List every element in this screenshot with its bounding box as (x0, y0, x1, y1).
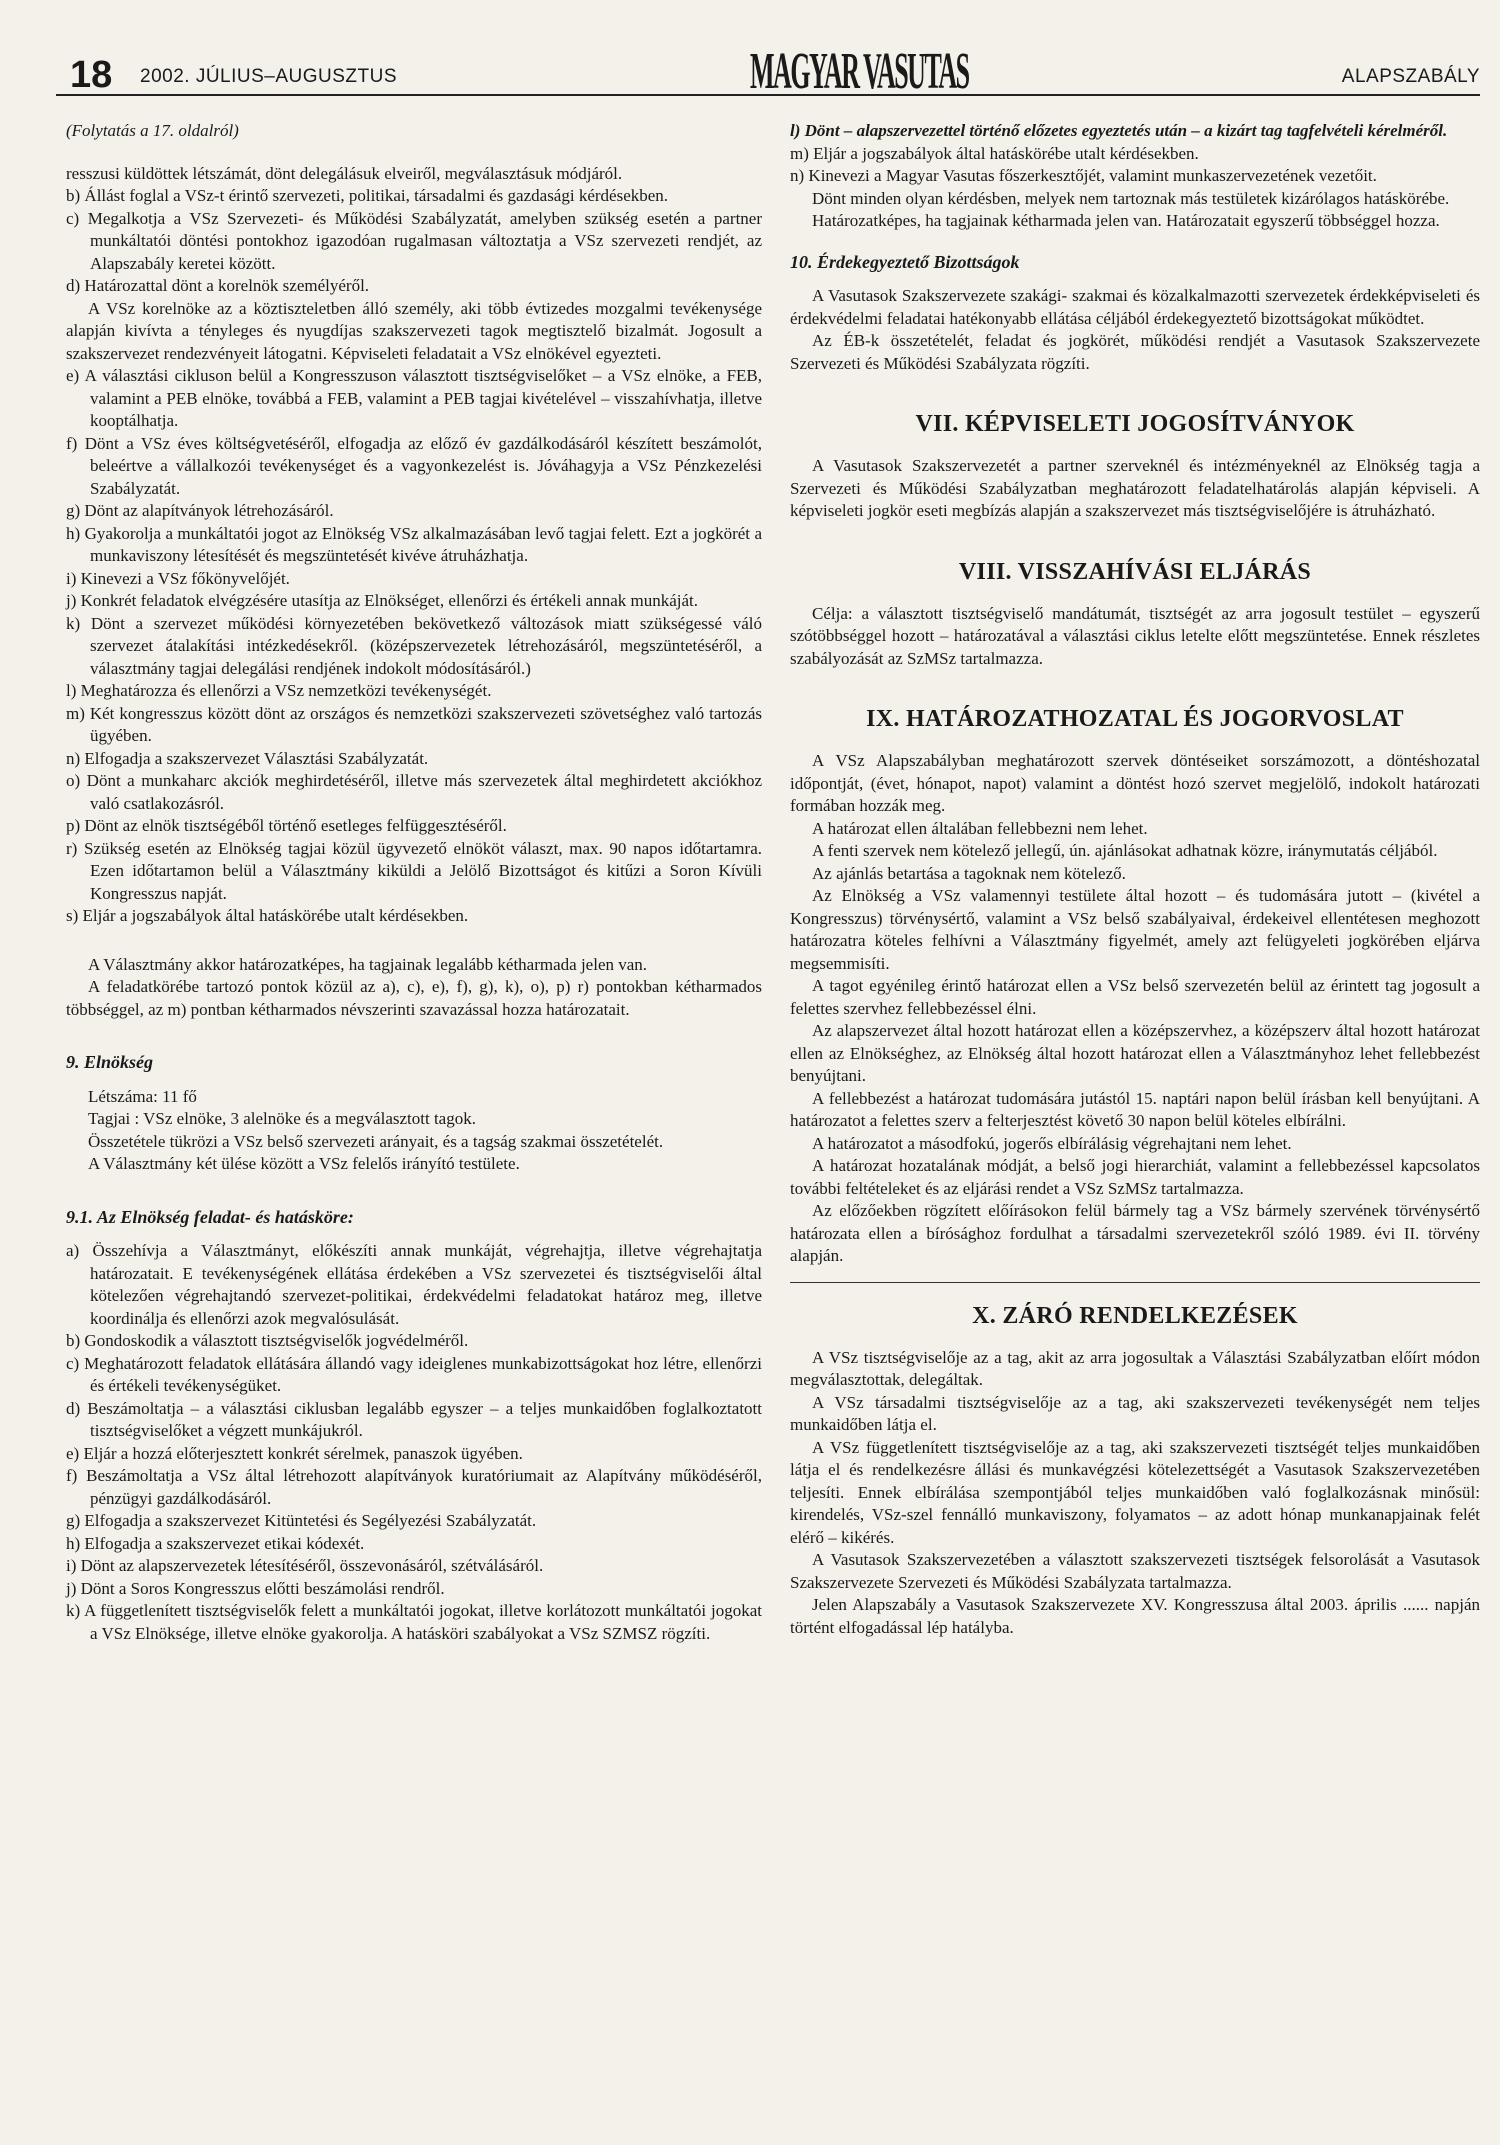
section-ix-paragraph: A tagot egyénileg érintő határozat ellen a VSz belső szervezetén belül az érintett tag jogosult a felettes szervhez fellebbezéssel élni. (790, 976, 1480, 1018)
list-item: h) Elfogadja a szakszervezet etikai kódexét. (66, 1533, 365, 1553)
list-item: c) Megalkotja a VSz Szervezeti- és Működési Szabályzatát, amelyben szükség esetén a partner munkáltatói döntési pontokhoz igazodóan rugalmasan változtatja a VSz szervezeti rendjét, az Alapszabály keretei között. (66, 208, 762, 273)
list-item: b) Állást foglal a VSz-t érintő szervezeti, politikai, társadalmi és gazdasági kérdésekben. (66, 186, 669, 205)
section-heading-vii: VII. KÉPVISELETI JOGOSÍTVÁNYOK (915, 411, 1355, 437)
section-x-paragraph: A VSz függetlenített tisztségviselője az a tag, aki szakszervezeti tisztségét teljes munkaidőben látja el és rendelkezésre állási és munkavégzési kötelezettségét a Vasutasok Szakszervezetében teljesíti. Ennek elbírálása szempontjából teljes munkaidőben való foglalkozásnak minősül: kirendelés, VSz-szel fennálló munkaviszony, folyamatos – az adott hónap munkanapjainak felét elérő – kikérés. (790, 1437, 1480, 1547)
list-item: b) Gondoskodik a választott tisztségviselők jogvédelméről. (66, 1331, 469, 1350)
paragraph: Dönt minden olyan kérdésben, melyek nem tartoznak más testületek kizárólagos hatáskörébe. (812, 188, 1450, 208)
list-item: i) Dönt az alapszervezetek létesítéséről, összevonásáról, szétválásáról. (66, 1556, 544, 1575)
list-item: f) Dönt a VSz éves költségvetéséről, elfogadja az előző év gazdálkodásáról készített beszámolót, beleértve a vállalkozói tevékenységet és a vagyonkezelést is. Jóváhagyja a VSz Pénzkezelési Szabályzatát. (66, 433, 762, 498)
left-column (66, 120, 762, 1645)
korelnok-paragraph: A VSz korelnöke az a köztiszteletben álló személy, aki több évtizedes mozgalmi tevékenysége alapján kivívta a tényleges és nyugdíjas szakszervezeti tagok megtisztelő bizalmát. Jogosult a szakszervezet rendezvényeit látogatni. Képviseleti feladatait a VSz elnökével egyezteti. (66, 298, 762, 363)
list-item: f) Beszámoltatja a VSz által létrehozott alapítványok kuratóriumait az Alapítvány működéséről, pénzügyi gazdálkodásáról. (66, 1466, 762, 1508)
section-ix-paragraph: A határozatot a másodfokú, jogerős elbírálásig végrehajtani nem lehet. (812, 1133, 1292, 1153)
elnokseg-heading: 9. Elnökség (66, 1052, 154, 1072)
section-ix-paragraph: Az Elnökség a VSz valamennyi testülete által hozott – és tudomására jutott – (kivétel a Kongresszus) törvénysértő, valamint a VSz belső szabályaival, érdekeivel ellentétesen meghozott határozatra köteles felhívni a Választmány figyelmét, amely azt felügyeleti jogkörében eljárva megsemmisíti. (790, 886, 1480, 973)
section-ix-paragraph: A határozat hozatalának módját, a belső jogi hierarchiát, valamint a fellebbezéssel kapcsolatos további feltételeket és az eljárási rendet a VSz SzMSz tartalmazza. (790, 1156, 1480, 1198)
section-name: ALAPSZABÁLY (1341, 66, 1480, 87)
section-ix-paragraph: A fenti szervek nem kötelező jellegű, ún. ajánlásokat adhatnak közre, iránymutatás céljából. (812, 841, 1438, 860)
section-x-paragraph: A VSz társadalmi tisztségviselője az a tag, aki szakszervezeti tevékenységét nem teljes munkaidőben látja el. (790, 1392, 1480, 1434)
elnokseg-paragraph: Összetétele tükrözi a VSz belső szervezeti arányait, és a tagság szakmai összetételét. (88, 1131, 664, 1151)
section-ix-paragraph: A határozat ellen általában fellebbezni nem lehet. (812, 818, 1148, 838)
list-item: g) Dönt az alapítványok létrehozásáról. (66, 501, 334, 520)
section-ix-paragraph: Az alapszervezet által hozott határozat ellen a középszervhez, a középszerv által hozott határozat ellen az Elnökséghez, az Elnökség által hozott határozat ellen a Választmányhoz lehet fellebbezést benyújtani. (790, 1021, 1480, 1085)
list-item: k) Dönt a szervezet működési környezetében bekövetkező változások miatt szükségessé váló szervezet átalakítási intézkedésekről. (középszervezetek létrehozásáról, megszüntetéséről, a választmány tagjai delegálási rendjének indokolt módosításáról.) (66, 613, 762, 678)
elnokseg-paragraph: Létszáma: 11 fő (88, 1086, 197, 1106)
list-item: j) Dönt a Soros Kongresszus előtti beszámolási rendről. (66, 1578, 445, 1598)
section-ix-paragraph: A fellebbezést a határozat tudomására jutástól 15. naptári napon belül írásban kell benyújtani. A határozatot a felettes szerv a felterjesztést követő 30 napon belül köteles elbírálni. (790, 1088, 1480, 1130)
section-heading-x: X. ZÁRÓ RENDELKEZÉSEK (972, 1302, 1298, 1329)
list-item: l) Meghatározza és ellenőrzi a VSz nemzetközi tevékenységét. (66, 681, 492, 700)
list-item: h) Gyakorolja a munkáltatói jogot az Elnökség VSz alkalmazásában levő tagjai felett. Ezt a jogkörét a munkaviszony létesítését és megszüntetését kivéve átruházhatja. (66, 523, 762, 565)
section-ix-paragraph: Az ajánlás betartása a tagoknak nem kötelező. (812, 863, 1126, 883)
eb-paragraph: A Vasutasok Szakszervezete szakági- szakmai és közalkalmazotti szervezetek érdekképviseleti és érdekvédelmi feladatai hatékonyabb ellátása céljából érdekegyeztető bizottságokat működtet. (790, 286, 1480, 328)
quorum-paragraph: A feladatkörébe tartozó pontok közül az a), c), e), f), g), k), o), p) r) pontokban kétharmados többséggel, az m) pontban kétharmados névszerinti szavazással hozza határozatait. (66, 977, 762, 1019)
list-item: j) Konkrét feladatok elvégzésére utasítja az Elnökséget, ellenőrzi és értékeli annak munkáját. (66, 591, 699, 610)
section-vii-paragraph: A Vasutasok Szakszervezetét a partner szerveknél és intézményeknél az Elnökség tagja a Szervezeti és Működési Szabályzatban meghatározott feladatelhatárolás alapján képviseli. A képviseleti jogkör eseti megbízás alapján a szakszervezet más tisztségviselőjére is átruházható. (790, 456, 1480, 520)
list-item: c) Meghatározott feladatok ellátására állandó vagy ideiglenes munkabizottságokat hoz létre, ellenőrzi és értékeli tevékenységüket. (66, 1353, 762, 1395)
section-x-paragraph: A Vasutasok Szakszervezetében a választott szakszervezeti tisztségek felsorolását a Vasutasok Szakszervezete Szervezeti és Működési Szabályzata tartalmazza. (790, 1550, 1480, 1592)
right-column (790, 120, 1480, 1639)
page-header (56, 43, 1480, 100)
masthead-logo: MAGYAR VASUTAS (750, 43, 969, 100)
list-item: d) Beszámoltatja – a választási ciklusban legalább egyszer – a teljes munkaidőben foglalkoztatott tisztségviselőket a végzett munkájukról. (66, 1398, 762, 1440)
list-item: k) A függetlenített tisztségviselők felett a munkáltatói jogokat, illetve korlátozott munkáltatói jogokat a VSz Elnöksége, illetve elnöke gyakorolja. A hatásköri szabályokat a VSz SZMSZ rögzíti. (66, 1601, 762, 1643)
issue-date: 2002. JÚLIUS–AUGUSZTUS (140, 66, 398, 87)
quorum-paragraph: A Választmány akkor határozatképes, ha tagjainak legalább kétharmada jelen van. (88, 954, 648, 974)
section-heading-viii: VIII. VISSZAHÍVÁSI ELJÁRÁS (958, 558, 1312, 585)
section-ix-paragraph: A VSz Alapszabályban meghatározott szervek döntéseiket sorszámozott, a döntéshozatal időpontját, (évet, hónapot, napot) valamint a döntést hozó szervet megjelölő, indokolt határozati formában hozzák meg. (790, 751, 1480, 815)
list-item: n) Kinevezi a Magyar Vasutas főszerkesztőjét, valamint munkaszervezetének vezetőit. (790, 166, 1377, 185)
list-item: s) Eljár a jogszabályok által hatáskörébe utalt kérdésekben. (66, 906, 469, 925)
section-heading-ix: IX. HATÁROZATHOZATAL ÉS JOGORVOSLAT (866, 706, 1404, 732)
list-item: d) Határozattal dönt a korelnök személyéről. (66, 276, 370, 295)
section-x-paragraph: Jelen Alapszabály a Vasutasok Szakszervezete XV. Kongresszusa által 2003. április ...... napján történt elfogadással lép hatályba. (790, 1595, 1480, 1637)
list-item: m) Két kongresszus között dönt az országos és nemzetközi szakszervezeti szövetséghez való tartozás ügyében. (66, 703, 762, 745)
list-item: e) Eljár a hozzá előterjesztett konkrét sérelmek, panaszok ügyében. (66, 1443, 523, 1463)
section-x-paragraph: A VSz tisztségviselője az a tag, akit az arra jogosultak a Választási Szabályzatban előírt módon megválasztottak, delegáltak. (790, 1347, 1480, 1389)
continuation-note: (Folytatás a 17. oldalról) (66, 121, 239, 140)
list-item: p) Dönt az elnök tisztségéből történő esetleges felfüggesztéséről. (66, 816, 507, 835)
feladat-heading: 9.1. Az Elnökség feladat- és hatásköre: (66, 1206, 354, 1227)
list-item: i) Kinevezi a VSz főkönyvelőjét. (66, 568, 290, 588)
paragraph: Határozatképes, ha tagjainak kétharmada jelen van. Határozatait egyszerű többséggel hozza. (812, 211, 1440, 230)
list-item: e) A választási cikluson belül a Kongresszuson választott tisztségviselőket – a VSz elnöke, a FEB, valamint a PEB elnöke, továbbá a FEB, valamint a PEB tagjai kivételével – visszahívhatja, illetve kooptálhatja. (66, 366, 762, 430)
list-item: n) Elfogadja a szakszervezet Választási Szabályzatát. (66, 748, 429, 768)
list-item: o) Dönt a munkaharc akciók meghirdetéséről, illetve más szervezetek által meghirdetett akciókhoz való csatlakozásról. (66, 771, 762, 813)
list-item: resszusi küldöttek létszámát, dönt delegálásuk elveiről, megválasztásuk módjáról. (66, 163, 623, 183)
list-item: g) Elfogadja a szakszervezet Kitüntetési és Segélyezési Szabályzatát. (66, 1511, 537, 1530)
elnokseg-paragraph: Tagjai : VSz elnöke, 3 alelnöke és a megválasztott tagok. (88, 1109, 476, 1128)
eb-paragraph: Az ÉB-k összetételét, feladat és jogkörét, működési rendjét a Vasutasok Szakszervezete Szervezeti és Működési Szabályzata rögzíti. (790, 331, 1480, 373)
section-ix-paragraph: Az előzőekben rögzített előírásokon felül bármely tag a VSz bármely szervének törvénysértő határozata ellen a bírósághoz fordulhat a társadalmi szervezetekről szóló 1989. évi II. törvény alapján. (790, 1201, 1480, 1265)
section-viii-paragraph: Célja: a választott tisztségviselő mandátumát, tisztségét az arra jogosult testület – egyszerű szótöbbséggel hozott – határozatával a választási ciklus letelte előtt megszüntetése. Ennek részletes szabályozását az SzMSz tartalmazza. (790, 603, 1480, 668)
elnokseg-paragraph: A Választmány két ülése között a VSz felelős irányító testülete. (88, 1154, 520, 1173)
list-item: a) Összehívja a Választmányt, előkészíti annak munkáját, végrehajtja, illetve végrehajtatja határozatait. E tevékenységének ellátása érdekében a VSz szervezetei és tisztségviselői által kötelezően végrehajtandó szervezet-politikai, érdekvédelmi feladatokat határoz meg, illetve koordinálja és ellenőrzi azok megvalósulását. (66, 1241, 762, 1328)
page-number: 18 (70, 54, 113, 96)
eb-heading: 10. Érdekegyeztető Bizottságok (790, 251, 1020, 272)
section-divider (790, 1282, 1480, 1283)
list-item: l) Dönt – alapszervezettel történő előzetes egyeztetés után – a kizárt tag tagfelvételi kérelméről. (790, 121, 1448, 140)
list-item: m) Eljár a jogszabályok által hatáskörébe utalt kérdésekben. (790, 143, 1199, 163)
list-item: r) Szükség esetén az Elnökség tagjai közül ügyvezető elnököt választ, max. 90 napos időtartamra. Ezen időtartamon belül a Választmány kiküldi a Jelölő Bizottságot és kitűzi a Soron Kívüli Kongresszus napját. (66, 838, 762, 903)
